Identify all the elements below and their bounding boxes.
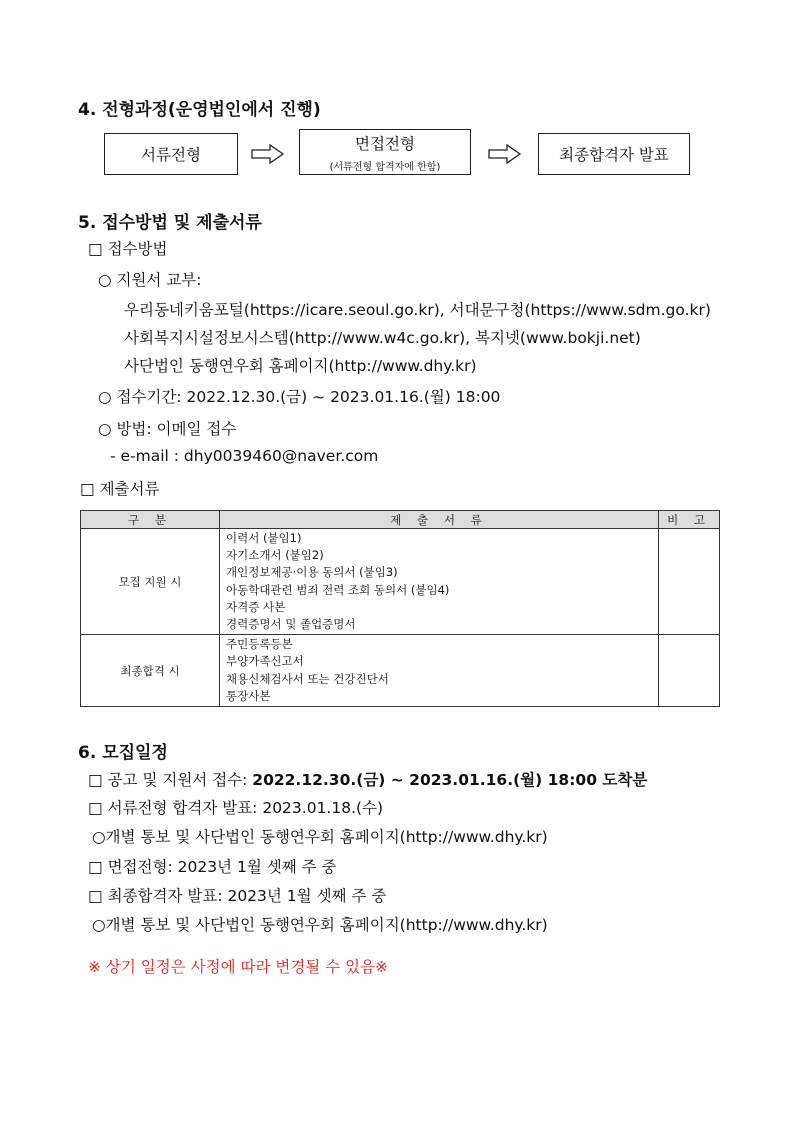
email-address: - e-mail : dhy0039460@naver.com (110, 447, 379, 465)
document-item: 이력서 (붙임1) (226, 531, 302, 545)
schedule-change-notice: ※ 상기 일정은 사정에 따라 변경될 수 있음※ (88, 958, 389, 976)
application-form-label: ○ 지원서 교부: (98, 271, 202, 289)
document-item: 통장사본 (226, 688, 271, 703)
table-row (81, 529, 720, 635)
document-item: 자격증 사본 (226, 599, 286, 614)
document-item: 아동학대관련 범죄 전력 조회 동의서 (붙임4) (226, 582, 450, 597)
step-document-screening (104, 133, 238, 175)
application-method: ○ 방법: 이메일 접수 (98, 420, 237, 438)
schedule-notice-line: ○개별 통보 및 사단법인 동행연우회 홈페이지(http://www.dhy.kr) (92, 828, 548, 846)
table-category: 최종합격 시 (81, 635, 220, 707)
document-item: 개인정보제공·이용 동의서 (붙임3) (226, 565, 398, 580)
table-header-row (81, 511, 720, 529)
table-category: 모집 지원 시 (81, 529, 220, 635)
section4-title: 4. 전형과정(운영법인에서 진행) (78, 100, 321, 120)
step-final-announcement-label: 최종합격자 발표 (559, 146, 669, 164)
section6-title: 6. 모집일정 (78, 743, 168, 763)
document-item: 경력증명서 및 졸업증명서 (226, 617, 356, 632)
method-heading: □ 접수방법 (88, 240, 168, 258)
schedule-final-result: □ 최종합격자 발표: 2023년 1월 셋째 주 중 (88, 887, 387, 905)
arrow-right-icon (250, 143, 286, 165)
document-item: 부양가족신고서 (226, 654, 304, 669)
schedule-application-dates: 2022.12.30.(금) ~ 2023.01.16.(월) 18:00 도착분 (252, 771, 648, 789)
apply-source-line: 우리동네키움포털(https://icare.seoul.go.kr), 서대문구청(https://www.sdm.go.kr) (124, 301, 711, 319)
table-header: 비 고 (659, 511, 720, 529)
table-note (659, 635, 720, 707)
step-document-screening-label: 서류전형 (141, 146, 201, 164)
schedule-document-result: □ 서류전형 합격자 발표: 2023.01.18.(수) (88, 799, 384, 817)
document-item: 자기소개서 (붙임2) (226, 548, 324, 563)
table-header: 구 분 (81, 511, 220, 529)
table-header: 제 출 서 류 (220, 511, 659, 529)
table-row (81, 635, 720, 707)
step-interview (299, 129, 471, 175)
arrow-right-icon (487, 143, 523, 165)
table-items (220, 635, 659, 707)
schedule-application-label: □ 공고 및 지원서 접수: (88, 771, 253, 789)
step-interview-label: 면접전형 (355, 134, 415, 153)
schedule-notice-line: ○개별 통보 및 사단법인 동행연우회 홈페이지(http://www.dhy.kr) (92, 916, 548, 934)
step-final-announcement (538, 133, 690, 175)
section5-title: 5. 접수방법 및 제출서류 (78, 213, 262, 233)
step-interview-note: (서류전형 합격자에 한함) (329, 161, 441, 173)
table-items (220, 529, 659, 635)
schedule-application-line (88, 768, 647, 790)
schedule-interview: □ 면접전형: 2023년 1월 셋째 주 중 (88, 858, 337, 876)
document-item: 주민등록등본 (226, 637, 293, 652)
apply-source-line: 사단법인 동행연우회 홈페이지(http://www.dhy.kr) (124, 357, 477, 375)
apply-source-line: 사회복지시설정보시스템(http://www.w4c.go.kr), 복지넷(www.bokji.net) (124, 329, 641, 347)
documents-heading: □ 제출서류 (80, 480, 160, 498)
application-period: ○ 접수기간: 2022.12.30.(금) ~ 2023.01.16.(월) 18:00 (98, 388, 501, 406)
documents-table (80, 510, 720, 707)
document-item: 채용신체검사서 또는 건강진단서 (226, 671, 389, 686)
table-note (659, 529, 720, 635)
